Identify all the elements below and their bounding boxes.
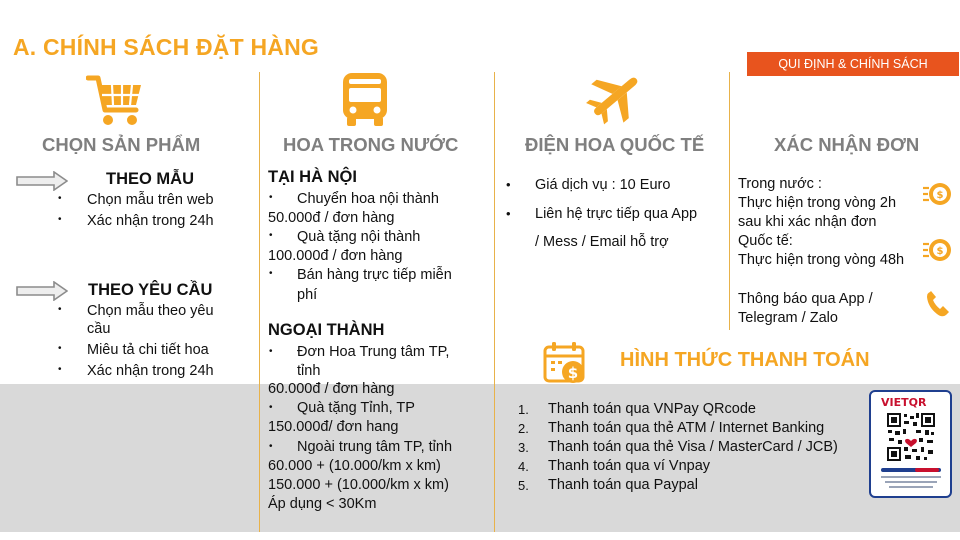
- page-title: [13, 34, 319, 61]
- vietqr-logo: VIETQR: [881, 396, 927, 409]
- list-number: 2.: [518, 421, 529, 436]
- group-by-template-title: THEO MẪU: [106, 170, 194, 188]
- delivery-truck-icon: [340, 70, 390, 128]
- payment-method: Thanh toán qua VNPay QRcode: [548, 401, 756, 417]
- bullet: •: [506, 206, 511, 221]
- text-line: Thông báo qua App /: [738, 291, 873, 307]
- title-prefix: A. CHÍNH SÁCH: [13, 34, 196, 60]
- card-fine-print: [889, 486, 933, 488]
- arrow-right-icon: [16, 171, 68, 191]
- text-line: sau khi xác nhận đơn: [738, 214, 877, 230]
- policy-badge: QUI ĐỊNH & CHÍNH SÁCH: [747, 52, 959, 76]
- list-item-continued: cầu: [87, 321, 111, 337]
- card-footer-logos: [915, 468, 939, 472]
- column-divider: [729, 72, 730, 330]
- arrow-right-icon: [16, 281, 68, 301]
- payment-method: Thanh toán qua thẻ Visa / MasterCard / JCB): [548, 439, 838, 455]
- list-number: 3.: [518, 440, 529, 455]
- group-on-request-title: THEO YÊU CẦU: [88, 281, 213, 299]
- shopping-cart-icon: [86, 72, 144, 128]
- qr-code-icon: [886, 412, 936, 462]
- airplane-icon: [585, 68, 645, 126]
- card-fine-print: [885, 481, 937, 483]
- list-item: Xác nhận trong 24h: [87, 363, 214, 379]
- payment-method: Thanh toán qua ví Vnpay: [548, 458, 711, 474]
- list-number: 5.: [518, 478, 529, 493]
- payment-method: Thanh toán qua Paypal: [548, 477, 698, 493]
- payment-title: HÌNH THỨC THANH TOÁN: [620, 349, 870, 371]
- text-line: Quà tặng Tỉnh, TP: [297, 400, 415, 416]
- bullet: •: [58, 304, 62, 315]
- heading-international: ĐIỆN HOA QUỐC TẾ: [525, 134, 705, 155]
- heading-choose-product: CHỌN SẢN PHẨM: [42, 134, 201, 155]
- svg-text:$: $: [936, 246, 944, 257]
- text-line: phí: [297, 287, 318, 303]
- column-divider: [494, 72, 495, 532]
- payment-method: Thanh toán qua thẻ ATM / Internet Banking: [548, 420, 825, 436]
- text-line: Trong nước :: [738, 176, 822, 192]
- list-item: Xác nhận trong 24h: [87, 213, 214, 229]
- list-number: 4.: [518, 459, 529, 474]
- clock-money-icon: [922, 178, 954, 210]
- phone-icon: [925, 290, 951, 318]
- group-suburbs-title: NGOẠI THÀNH: [268, 321, 385, 339]
- gray-band: [0, 384, 960, 532]
- text-line: 150.000đ/ đơn hang: [268, 419, 399, 435]
- bullet: •: [269, 402, 273, 413]
- text-line: Quà tặng nội thành: [297, 229, 421, 245]
- clock-money-icon: [922, 234, 954, 266]
- text-line: 50.000đ / đơn hàng: [268, 210, 395, 226]
- text-line: 60.000 + (10.000/km x km): [268, 458, 441, 474]
- svg-text:$: $: [567, 364, 579, 382]
- card-fine-print: [881, 476, 941, 478]
- text-line: Quốc tế:: [738, 233, 793, 249]
- text-line: Liên hệ trực tiếp qua App: [535, 206, 698, 222]
- text-line: Áp dụng < 30Km: [268, 496, 377, 512]
- bullet: •: [269, 268, 273, 279]
- text-line: / Mess / Email hỗ trợ: [535, 234, 669, 250]
- bullet: •: [269, 346, 273, 357]
- group-hanoi-title: TẠI HÀ NỘI: [268, 168, 357, 186]
- list-item: Chọn mẫu theo yêu: [87, 303, 214, 319]
- bullet: •: [58, 193, 62, 204]
- bullet: •: [58, 214, 62, 225]
- bullet: •: [58, 364, 62, 375]
- bullet: •: [58, 343, 62, 354]
- svg-text:$: $: [936, 190, 944, 201]
- text-line: Đơn Hoa Trung tâm TP,: [297, 344, 450, 360]
- text-line: Ngoài trung tâm TP, tỉnh: [297, 439, 453, 455]
- bullet: •: [269, 230, 273, 241]
- vietqr-card: [869, 390, 952, 498]
- text-line: Chuyển hoa nội thành: [297, 191, 439, 207]
- text-line: 100.000đ / đơn hàng: [268, 248, 403, 264]
- text-line: 60.000đ / đơn hàng: [268, 381, 395, 397]
- text-line: Telegram / Zalo: [738, 310, 838, 326]
- text-line: Thực hiện trong vòng 2h: [738, 195, 897, 211]
- text-line: Giá dịch vụ : 10 Euro: [535, 177, 671, 193]
- title-suffix: ĐẶT HÀNG: [195, 34, 319, 60]
- list-number: 1.: [518, 402, 529, 417]
- text-line: tỉnh: [297, 363, 321, 379]
- text-line: Bán hàng trực tiếp miễn: [297, 267, 452, 283]
- column-divider: [259, 72, 260, 532]
- list-item: Miêu tả chi tiết hoa: [87, 342, 209, 358]
- list-item: Chọn mẫu trên web: [87, 192, 214, 208]
- heading-order-confirm: XÁC NHẬN ĐƠN: [774, 134, 920, 155]
- calendar-payment-icon: [543, 341, 587, 385]
- text-line: 150.000 + (10.000/km x km): [268, 477, 449, 493]
- bullet: •: [506, 177, 511, 192]
- heading-domestic-flowers: HOA TRONG NƯỚC: [283, 134, 459, 155]
- bullet: •: [269, 441, 273, 452]
- text-line: Thực hiện trong vòng 48h: [738, 252, 905, 268]
- bullet: •: [269, 192, 273, 203]
